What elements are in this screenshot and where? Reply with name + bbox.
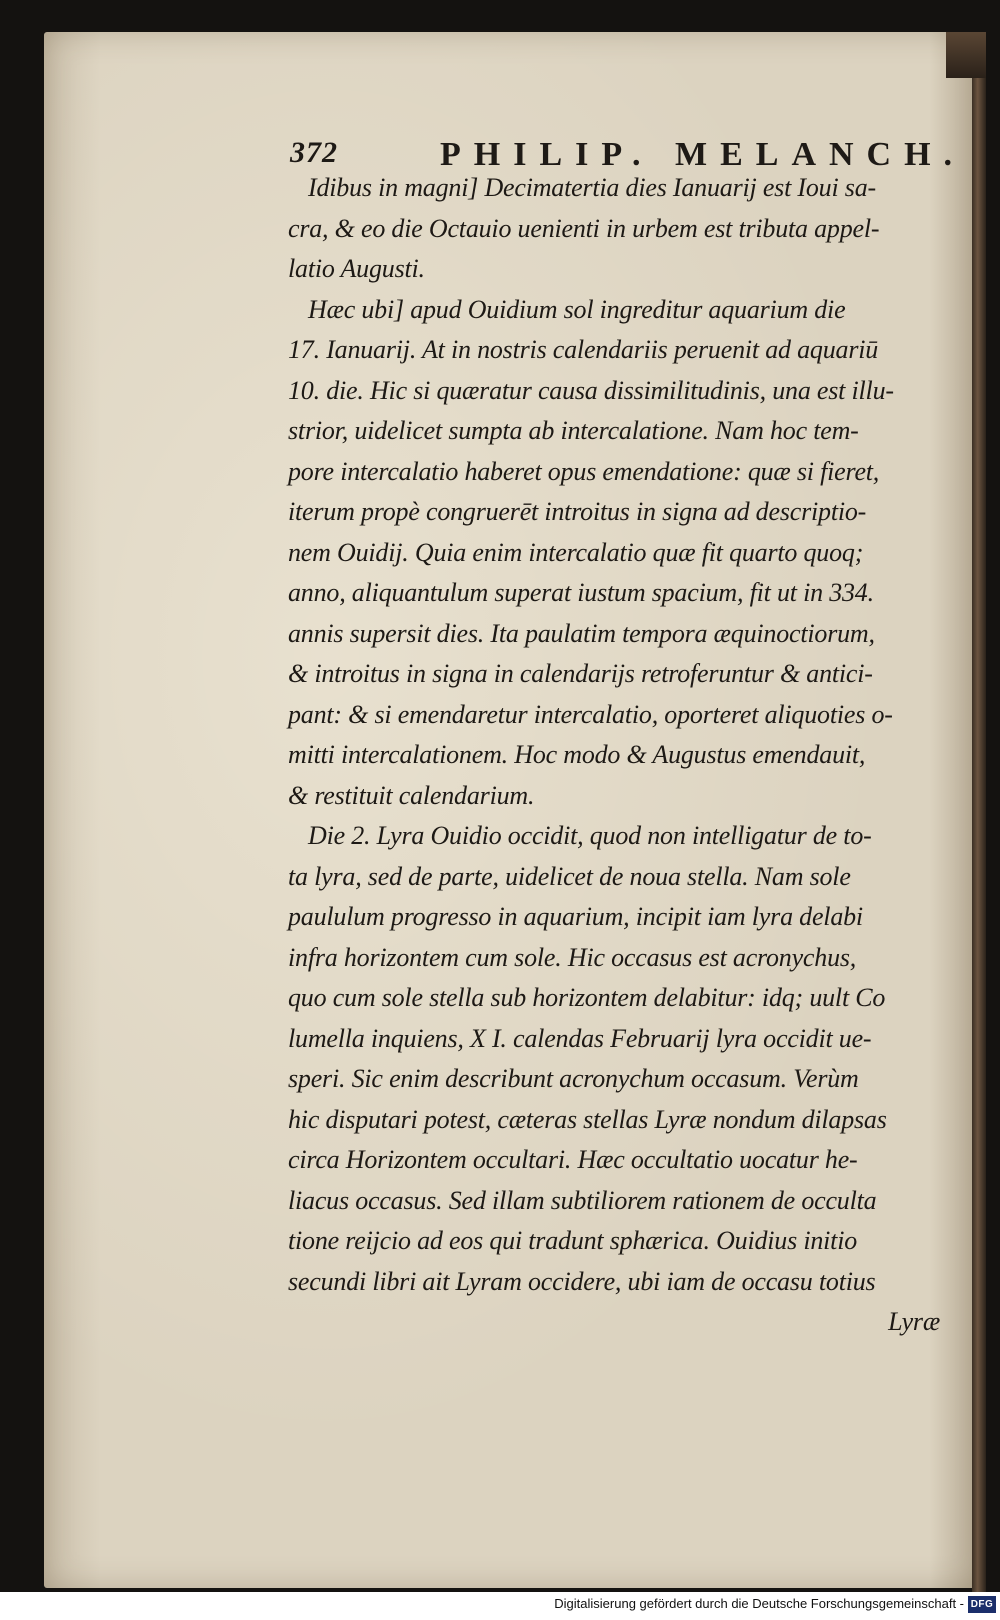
text-line: secundi libri ait Lyram occidere, ubi iam de occasu totius bbox=[288, 1266, 876, 1296]
digitization-footer bbox=[0, 1592, 1000, 1620]
text-line: ta lyra, sed de parte, uidelicet de noua stella. Nam sole bbox=[288, 861, 851, 891]
page-number: 372 bbox=[290, 136, 338, 169]
text-line: hic disputari potest, cæteras stellas Lyræ nondum dilapsas bbox=[288, 1104, 887, 1134]
dfg-logo: DFG bbox=[968, 1596, 996, 1613]
page-corner bbox=[946, 32, 986, 78]
text-line: speri. Sic enim describunt acronychum occasum. Verùm bbox=[288, 1064, 859, 1093]
text-line: circa Horizontem occultari. Hæc occultatio uocatur he- bbox=[288, 1145, 858, 1174]
text-line: mitti intercalationem. Hoc modo & Augustus emendauit, bbox=[288, 740, 866, 769]
text-line: pore intercalatio haberet opus emendatione: quæ si fieret, bbox=[288, 456, 880, 486]
text-line: lumella inquiens, X I. calendas Februarij lyra occidit ue- bbox=[288, 1023, 872, 1053]
text-line: annis supersit dies. Ita paulatim tempora æquinoctiorum, bbox=[288, 618, 875, 648]
running-title: PHILIP. MELANCH. bbox=[440, 136, 966, 173]
text-line: infra horizontem cum sole. Hic occasus est acronychus, bbox=[288, 942, 857, 972]
text-line: pant: & si emendaretur intercalatio, oporteret aliquoties o- bbox=[288, 699, 893, 729]
text-line: strior, uidelicet sumpta ab intercalatione. Nam hoc tem- bbox=[288, 416, 859, 445]
text-line: iterum propè congruerēt introitus in signa ad descriptio- bbox=[288, 497, 867, 526]
text-line: tione reijcio ad eos qui tradunt sphærica. Ouidius initio bbox=[288, 1226, 858, 1255]
text-line: cra, & eo die Octauio uenienti in urbem est tributa appel- bbox=[288, 213, 880, 243]
funding-notice: Digitalisierung gefördert durch die Deutsche Forschungsgemeinschaft - bbox=[554, 1596, 964, 1611]
catchword: Lyræ bbox=[888, 1307, 940, 1336]
text-line: 10. die. Hic si quæratur causa dissimilitudinis, una est illu- bbox=[288, 375, 894, 405]
text-line: liacus occasus. Sed illam subtiliorem rationem de occulta bbox=[288, 1185, 877, 1215]
page-edge bbox=[972, 70, 986, 1610]
text-line: & restituit calendarium. bbox=[288, 780, 535, 810]
text-line: 17. Ianuarij. At in nostris calendariis peruenit ad aquariū bbox=[288, 335, 879, 364]
text-line: Die 2. Lyra Ouidio occidit, quod non intelligatur de to- bbox=[308, 821, 872, 850]
text-line: anno, aliquantulum superat iustum spacium, fit ut in 334. bbox=[288, 578, 874, 607]
text-line: quo cum sole stella sub horizontem delabitur: idq; uult Co bbox=[288, 983, 886, 1012]
text-line: latio Augusti. bbox=[288, 254, 425, 283]
text-line: Idibus in magni] Decimatertia dies Ianuarij est Ioui sa- bbox=[308, 173, 876, 202]
text-line: nem Ouidij. Quia enim intercalatio quæ fit quarto quoq; bbox=[288, 537, 864, 567]
text-line: Hæc ubi] apud Ouidium sol ingreditur aquarium die bbox=[308, 294, 846, 324]
body-text bbox=[288, 168, 948, 1343]
text-line: & introitus in signa in calendarijs retroferuntur & antici- bbox=[288, 659, 873, 688]
text-line: paululum progresso in aquarium, incipit iam lyra delabi bbox=[288, 902, 863, 931]
